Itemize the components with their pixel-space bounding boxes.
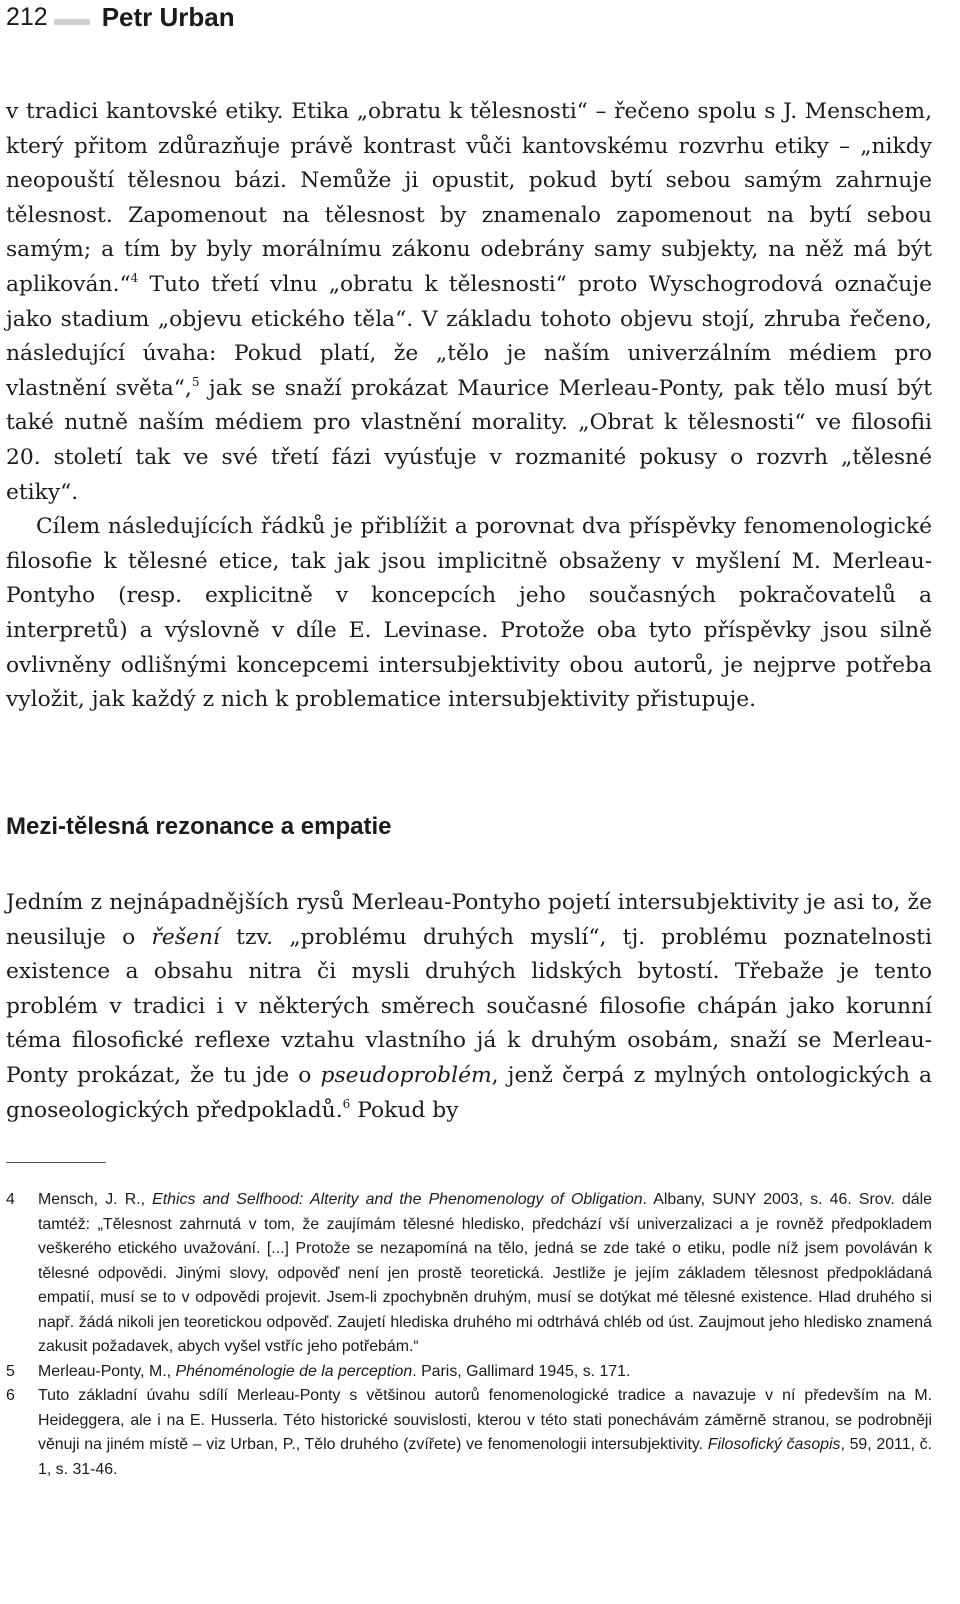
- paragraph-3-italic-b: pseudoproblém: [320, 1062, 492, 1088]
- footnote-text: [38, 1360, 932, 1385]
- footnote-ref-5: 5: [191, 374, 200, 389]
- footnote-text-post: . Paris, Gallimard 1945, s. 171.: [412, 1362, 631, 1380]
- running-head: [6, 2, 235, 33]
- paragraph-2: Cílem následujících řádků je přiblížit a porovnat dva příspěvky fenomenologické filosofie k tělesné etice, tak jak jsou implicitně obsaženy v myšlení M. Merleau-Pontyho (resp. explicitně v koncepcích jeho současných pokračovatelů a interpretů) a výslovně v díle E. Levinase. Protože oba tyto příspěvky jsou silně ovlivněny odlišnými koncepcemi intersubjektivity obou autorů, je nejprve potřeba vyložit, jak každý z nich k problematice intersubjektivity přistupuje.: [6, 514, 932, 713]
- page-number: 212: [6, 3, 48, 31]
- section-heading: Mezi-tělesná rezonance a empatie: [6, 813, 392, 840]
- body-text-section: [6, 886, 932, 1128]
- footnote-title: Ethics and Selfhood: Alterity and the Phenomenology of Obligation: [152, 1191, 643, 1208]
- body-text-top: [6, 95, 932, 718]
- footnotes: [6, 1188, 932, 1482]
- footnote-number: 5: [6, 1362, 15, 1380]
- paragraph-1-text-b: Tuto třetí vlnu „obratu k tělesnosti“ proto Wyschogrodová označuje jako stadium „objevu etického těla“. V základu tohoto objevu stojí, zhruba řečeno, následující úvaha: Pokud platí, že „tělo je naším univerzálním médiem pro vlastnění světa“,: [6, 271, 932, 401]
- footnote-number: 6: [6, 1387, 15, 1404]
- paragraph-3-italic-a: řešení: [151, 924, 220, 950]
- footnote-ref-4: 4: [130, 270, 139, 285]
- footnote-ref-6: 6: [342, 1096, 351, 1111]
- footnote-title: Filosofický časopis: [707, 1436, 841, 1453]
- paragraph-3-text-b: tzv. „problému druhých myslí“, tj. problému poznatelnosti existence a obsahu nitra či mysli druhých lidských bytostí. Třebaže je tento problém v tradici i v některých směrech současné filosofie chápán jako korunní téma filosofické reflexe vztahu vlastního já k druhým osobám, snaží se Merleau-Ponty prokázat, že tu jde o: [6, 924, 933, 1088]
- paragraph-1-text-c: jak se snaží prokázat Maurice Merleau-Ponty, pak tělo musí být také nutně naším médiem pro vlastnění morality. „Obrat k tělesnosti“ ve filosofii 20. století tak ve své třetí fázi vyúsťuje v rozmanité pokusy o rozvrh „tělesné etiky“.: [6, 375, 933, 505]
- footnote-text-pre: Tuto základní úvahu sdílí Merleau-Ponty s většinou autorů fenomenologické tradice a navazuje v ní především na M. Heideggera, ale i na E. Husserla. Této historické souvislosti, kterou v této stati ponechávám záměrně stranou, se podrobněji věnuji na jiném místě – viz Urban, P., Tělo druhého (zvířete) ve fenomenologii intersubjektivity.: [38, 1387, 932, 1453]
- paragraph-1-text-a: v tradici kantovské etiky. Etika „obratu k tělesnosti“ – řečeno spolu s J. Menschem, který přitom zdůrazňuje právě kontrast vůči kantovskému rozvrhu etiky – „nikdy neopouští tělesnou bázi. Nemůže ji opustit, pokud bytí sebou samým zahrnuje tělesnost. Zapomenout na tělesnost by znamenalo zapomenout na bytí sebou samým; a tím by byly morálnímu zákonu odebrány samy subjekty, na něž má být aplikován.“: [6, 99, 932, 297]
- header-rule: [54, 19, 90, 25]
- footnote-rule: [6, 1162, 106, 1163]
- footnote-text-pre: Mensch, J. R.,: [38, 1191, 153, 1208]
- footnote-text-pre: Merleau-Ponty, M.,: [38, 1362, 176, 1380]
- paragraph-1: [6, 95, 932, 510]
- author-name: Petr Urban: [101, 2, 235, 32]
- footnote-text: [38, 1384, 932, 1482]
- footnote-4: [6, 1188, 932, 1360]
- footnote-6: [6, 1384, 932, 1482]
- paragraph-3-text-d: Pokud by: [350, 1097, 459, 1123]
- paragraph-3-text-a: Jedním z nejnápadnějších rysů Merleau-Pontyho pojetí intersubjektivity je asi to, že neusiluje o: [6, 890, 932, 950]
- footnote-text: [38, 1188, 932, 1360]
- paragraph-3-text-c: , jenž čerpá z mylných ontologických a gnoseologických předpokladů.: [6, 1062, 932, 1123]
- footnote-5: [6, 1360, 932, 1385]
- footnote-title: Phénoménologie de la perception: [175, 1362, 413, 1380]
- footnote-text-post: . Albany, SUNY 2003, s. 46. Srov. dále tamtéž: „Tělesnost zahrnutá v tom, že zaujímám tělesné hledisko, předchází vší univerzalizaci a je rovněž předpokladem veškerého etického uvažování. [...] Protože se nezapomíná na tělo, jedná se zde také o etiku, podle níž jsem povoláván k tělesné odpovědi. Jinými slovy, odpověď není jen prostě teoretická. Jestliže je jejím základem tělesnost předpokládaná empatií, musí se to v odpovědi projevit. Jsem-li zpochybněn druhým, musí se dotýkat mé tělesné existence. Hlad druhého si např. žádá nikoli jen teoretickou odpověď. Zaujetí hlediska druhého mi odtrhává chléb od úst. Zaujmout jeho hledisko znamená zakusit požadavek, abych vyšel vstříc jeho potřebám.“: [38, 1191, 932, 1355]
- footnote-number: 4: [6, 1191, 15, 1208]
- footnote-text-post: , 59, 2011, č. 1, s. 31-46.: [38, 1436, 932, 1478]
- paragraph-3: [6, 886, 932, 1128]
